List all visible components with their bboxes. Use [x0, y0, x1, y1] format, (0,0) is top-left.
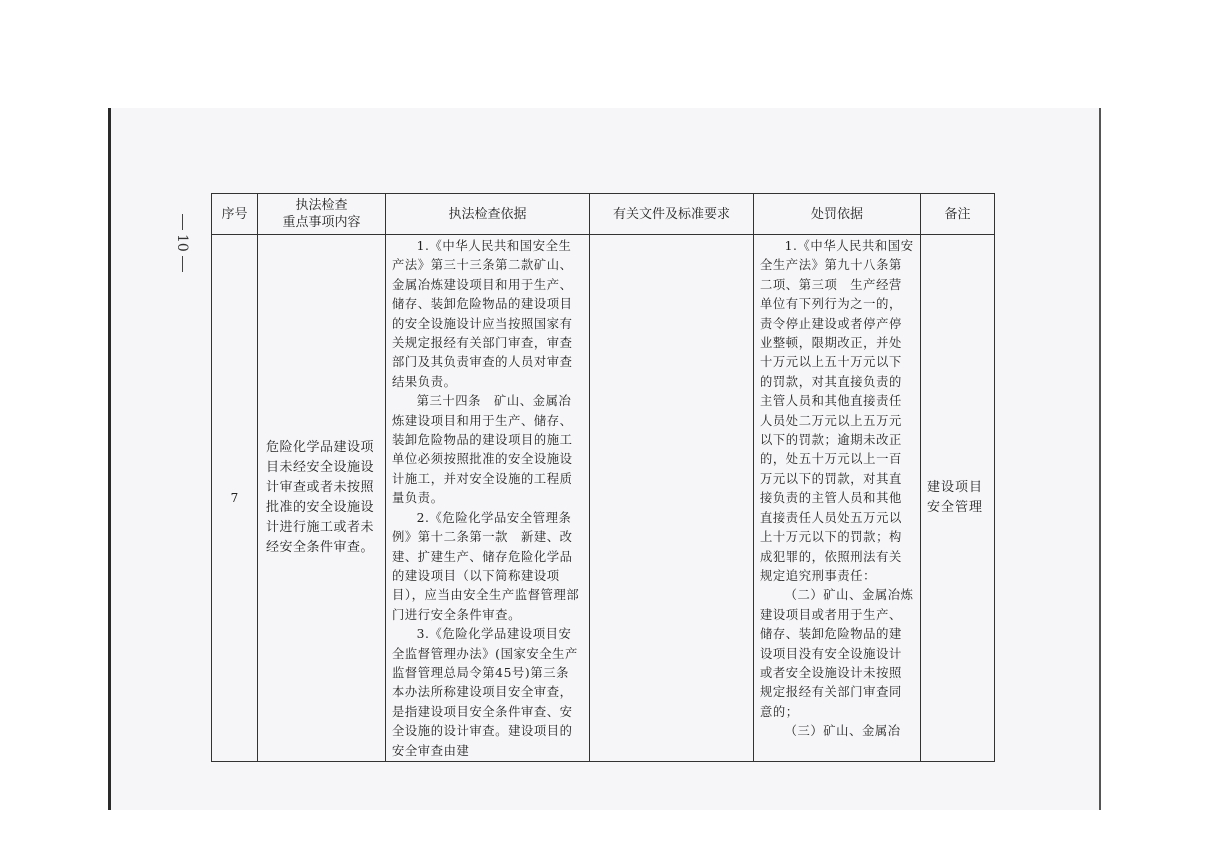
- penalty-paragraph: （二）矿山、金属冶炼建设项目或者用于生产、储存、装卸危险物品的建设项目没有安全设施设计或者安全设施设计未按照规定报经有关部门审查同意的；: [760, 588, 914, 719]
- basis-paragraph: 3.《危险化学品建设项目安全监督管理办法》(国家安全生产监督管理总局令第45号)第三条 本办法所称建设项目安全审查，是指建设项目安全条件审查、安全设施的设计审查。建设项目的安全审查由建: [392, 627, 582, 758]
- enforcement-table: [211, 193, 995, 762]
- header-basis: 执法检查依据: [386, 194, 590, 235]
- basis-paragraph: 1.《中华人民共和国安全生产法》第三十三条第二款矿山、金属冶炼建设项目和用于生产、储存、装卸危险物品的建设项目的安全设施设计应当按照国家有关规定报经有关部门审查，审查部门及其负责审查的人员对审查结果负责。: [392, 239, 573, 389]
- header-serial: 序号: [212, 194, 258, 235]
- header-docs: 有关文件及标准要求: [590, 194, 754, 235]
- table-header-row: [212, 194, 995, 235]
- page-number-dash-top: [182, 214, 183, 230]
- page-number: [172, 210, 192, 310]
- table-row: [212, 235, 995, 762]
- cell-basis: [386, 235, 590, 762]
- page-number-dash-bottom: [182, 256, 183, 272]
- page-number-text: 10: [174, 234, 190, 252]
- cell-docs: [590, 235, 754, 762]
- cell-penalty: [754, 235, 921, 762]
- penalty-paragraph: 1.《中华人民共和国安全生产法》第九十八条第二项、第三项 生产经营单位有下列行为之一的，责令停止建设或者停产停业整顿，限期改正，并处十万元以上五十万元以下的罚款，对其直接负责的主管人员和其他直接责任人员处二万元以上五万元以下的罚款；逾期未改正的，处五十万元以上一百万元以下的罚款，对其直接负责的主管人员和其他直接责任人员处五万元以上十万元以下的罚款；构成犯罪的，依照刑法有关规定追究刑事责任：: [760, 239, 914, 583]
- header-item: [258, 194, 386, 235]
- header-penalty: 处罚依据: [754, 194, 921, 235]
- cell-item: 危险化学品建设项目未经安全设施设计审查或者未按照批准的安全设施设计进行施工或者未经安全条件审查。: [258, 235, 386, 762]
- header-remark: 备注: [921, 194, 995, 235]
- header-item-line2: 重点事项内容: [282, 215, 361, 230]
- basis-paragraph: 第三十四条 矿山、金属冶炼建设项目和用于生产、储存、装卸危险物品的建设项目的施工单位必须按照批准的安全设施设计施工，并对安全设施的工程质量负责。: [392, 394, 573, 506]
- cell-remark: 建设项目安全管理: [921, 235, 995, 762]
- penalty-paragraph: （三）矿山、金属冶: [784, 724, 901, 739]
- basis-paragraph: 2.《危险化学品安全管理条例》第十二条第一款 新建、改建、扩建生产、储存危险化学品的建设项目（以下简称建设项目），应当由安全生产监督管理部门进行安全条件审查。: [392, 510, 580, 622]
- header-item-line1: 执法检查: [295, 198, 348, 213]
- cell-serial: 7: [212, 235, 258, 762]
